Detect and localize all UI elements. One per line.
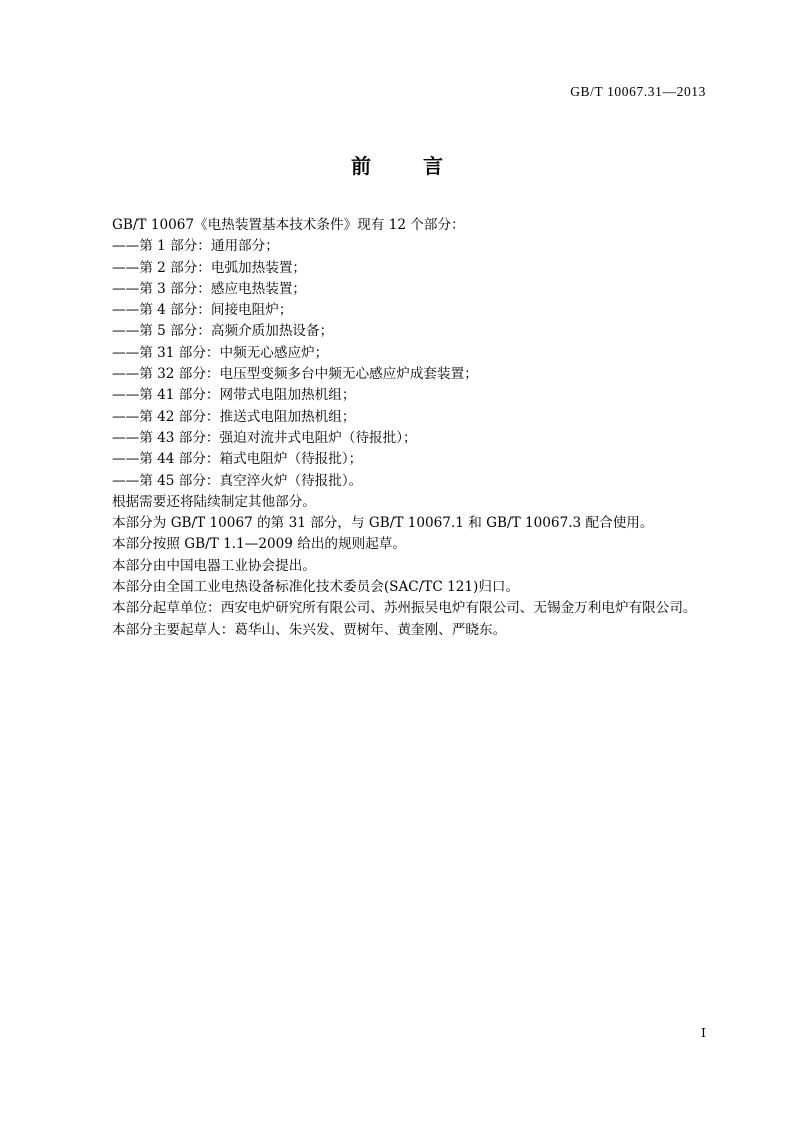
- part-list-item: ——第 5 部分：高频介质加热设备；: [112, 323, 334, 340]
- foreword-paragraph: 本部分按照 GB/T 1.1—2009 给出的规则起草。: [112, 536, 406, 553]
- part-list-item: ——第 2 部分：电弧加热装置；: [112, 259, 307, 276]
- part-list-item: ——第 3 部分：感应电热装置；: [112, 280, 307, 297]
- foreword-paragraph: 本部分主要起草人：葛华山、朱兴发、贾树年、黄奎刚、严晓东。: [112, 621, 507, 638]
- part-list-item: ——第 43 部分：强迫对流井式电阻炉（待报批）；: [112, 429, 417, 446]
- part-list-item: ——第 42 部分：推送式电阻加热机组；: [112, 408, 356, 425]
- part-list-item: ——第 44 部分：箱式电阻炉（待报批）；: [112, 451, 363, 468]
- part-list-item: ——第 1 部分：通用部分；: [112, 238, 279, 255]
- page-number: Ⅰ: [701, 1026, 706, 1040]
- part-list-item: ——第 31 部分：中频无心感应炉；: [112, 344, 329, 361]
- foreword-intro: GB/T 10067《电热装置基本技术条件》现有 12 个部分：: [112, 217, 465, 233]
- foreword-paragraph: 本部分为 GB/T 10067 的第 31 部分，与 GB/T 10067.1 和 GB/T 10067.3 配合使用。: [112, 515, 654, 532]
- page-title: 前 言: [351, 154, 459, 178]
- part-list-item: ——第 45 部分：真空淬火炉（待报批）。: [112, 472, 363, 489]
- foreword-paragraph: 根据需要还将陆续制定其他部分。: [112, 493, 316, 510]
- foreword-paragraph: 本部分起草单位：西安电炉研究所有限公司、苏州振吴电炉有限公司、无锡金万利电炉有限公司。: [112, 600, 697, 617]
- foreword-body: [112, 215, 712, 641]
- standard-number-header: GB/T 10067.31—2013: [570, 84, 706, 99]
- foreword-paragraph: 本部分由中国电器工业协会提出。: [112, 557, 316, 574]
- part-list-item: ——第 41 部分：网带式电阻加热机组；: [112, 387, 356, 404]
- foreword-paragraph: 本部分由全国工业电热设备标准化技术委员会(SAC/TC 121)归口。: [112, 579, 520, 596]
- part-list-item: ——第 4 部分：间接电阻炉；: [112, 302, 293, 319]
- part-list-item: ——第 32 部分：电压型变频多台中频无心感应炉成套装置；: [112, 366, 478, 383]
